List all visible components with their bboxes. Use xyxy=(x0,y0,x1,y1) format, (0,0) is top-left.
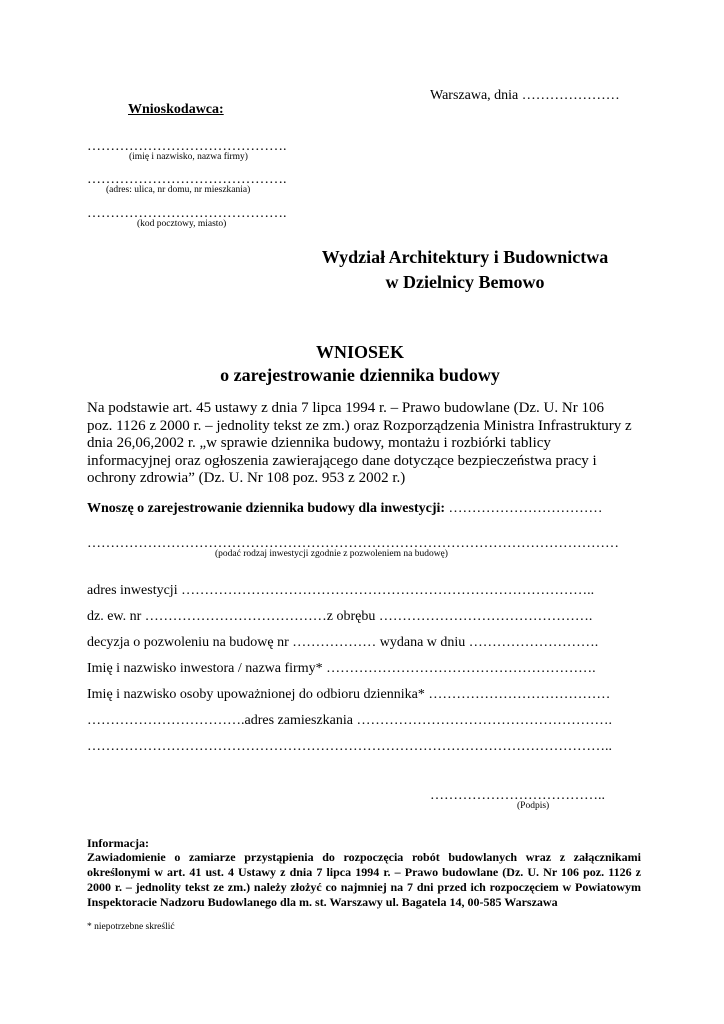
signature-field[interactable]: ……………………………….. xyxy=(430,788,605,803)
applicant-street-field[interactable]: ……………………………………. xyxy=(87,172,287,187)
applicant-name-hint: (imię i nazwisko, nazwa firmy) xyxy=(129,152,248,162)
applicant-name-field[interactable]: ……………………………………. xyxy=(87,139,287,154)
title-line-2: o zarejestrowanie dziennika budowy xyxy=(220,365,500,385)
plot-number-field[interactable]: dz. ew. nr …………………………………z obrębu ………………………………………. xyxy=(87,609,593,624)
title-line-1: WNIOSEK xyxy=(315,342,405,362)
request-label: Wnoszę o zarejestrowanie dziennika budowy dla inwestycji: xyxy=(87,501,446,516)
investment-type-hint: (podać rodzaj inwestycji zgodnie z pozwoleniem na budowę) xyxy=(215,549,448,559)
investment-type-field[interactable]: …………………………… xyxy=(448,501,603,516)
investor-name-field[interactable]: Imię i nazwisko inwestora / nazwa firmy* …………………………………………………. xyxy=(87,661,596,676)
permit-decision-field[interactable]: decyzja o pozwoleniu na budowę nr ……………… wydana w dniu ………………………. xyxy=(87,635,599,650)
signature-label: (Podpis) xyxy=(517,801,550,811)
addressee xyxy=(300,245,630,295)
addressee-line-2: w Dzielnicy Bemowo xyxy=(385,272,545,292)
info-text: Zawiadomienie o zamiarze przystąpienia do rozpoczęcia robót budowlanych wraz z załącznikami określonymi w art. 41 ust. 4 Ustawy z dnia 7 lipca 1994 r. – Prawo budowlane (Dz. U. Nr 106 poz. 1126 z 2000 r. – jednolity tekst ze zm.) należy złożyć co najmniej na 7 dni przed ich rozpoczęciem w Powiatowym Inspektoracie Nadzoru Budowlanego dla m. st. Warszawy ul. Bagatela 14, 00-585 Warszawa xyxy=(87,850,641,909)
investment-type-continuation[interactable]: …………………………………………………………………………………………………… xyxy=(87,536,619,551)
applicant-city-hint: (kod pocztowy, miasto) xyxy=(137,219,227,229)
footnote: * niepotrzebne skreślić xyxy=(87,922,175,932)
residence-address-field[interactable]: …………………………….adres zamieszkania ………………………………………………. xyxy=(87,713,612,728)
place-date: Warszawa, dnia ………………… xyxy=(430,88,620,103)
applicant-street-hint: (adres: ulica, nr domu, nr mieszkania) xyxy=(106,185,251,195)
document-title xyxy=(160,341,560,387)
info-heading: Informacja: xyxy=(87,836,149,850)
request-line xyxy=(87,501,603,517)
legal-basis-paragraph: Na podstawie art. 45 ustawy z dnia 7 lipca 1994 r. – Prawo budowlane (Dz. U. Nr 106 poz. 1126 z 2000 r. – jednolity tekst ze zm.) oraz Rozporządzenia Ministra Infrastruktury z dnia 26,06,2002 r. „w sprawie dziennika budowy, montażu i rozbiórki tablicy informacyjnej oraz ogłoszenia zawierającego dane dotyczące bezpieczeństwa pracy i ochrony zdrowia” (Dz. U. Nr 108 poz. 953 z 2002 r.) xyxy=(87,400,632,486)
investment-address-field[interactable]: adres inwestycji …………………………………………………………………………….. xyxy=(87,583,595,598)
addressee-line-1: Wydział Architektury i Budownictwa xyxy=(321,247,609,267)
authorized-person-field[interactable]: Imię i nazwisko osoby upoważnionej do odbioru dziennika* ………………………………… xyxy=(87,687,611,702)
applicant-city-field[interactable]: ……………………………………. xyxy=(87,206,287,221)
applicant-label: Wnioskodawca: xyxy=(128,102,224,117)
residence-address-continuation[interactable]: ………………………………………………………………………………………………….. xyxy=(87,739,612,754)
